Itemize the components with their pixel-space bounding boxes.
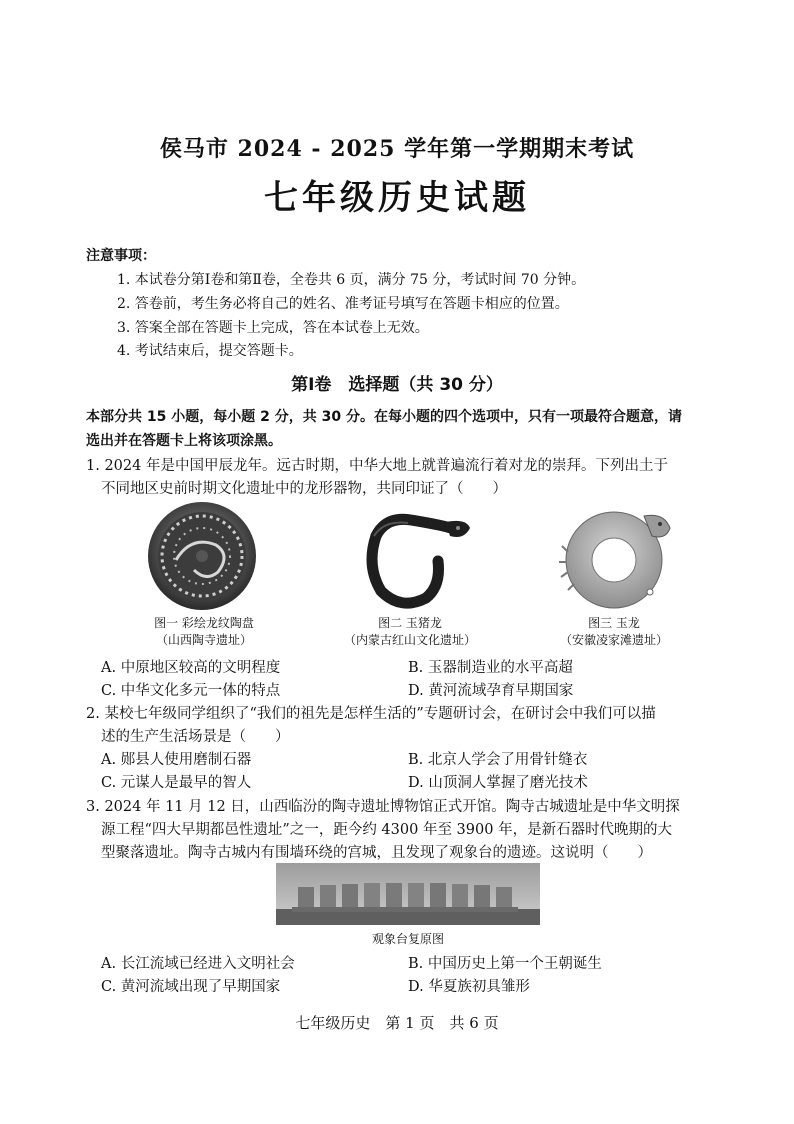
question-1-text: 不同地区史前时期文化遗址中的龙形器物，共同印证了（ ） [101, 481, 507, 497]
jade-pig-dragon-image [346, 506, 476, 614]
option-d: D. 山顶洞人掌握了磨光技术 [408, 775, 588, 791]
notice-item: 1. 本试卷分第Ⅰ卷和第Ⅱ卷，全卷共 6 页，满分 75 分，考试时间 70 分钟。 [117, 272, 586, 288]
question-3-text: 型聚落遗址。陶寺古城内有围墙环绕的宫城，且发现了观象台的遗迹。这说明（ ） [101, 845, 652, 861]
exam-title: 侯马市 2024 - 2025 学年第一学期期末考试 [159, 136, 635, 162]
notice-item: 4. 考试结束后，提交答题卡。 [117, 343, 303, 359]
question-2-text: 2. 某校七年级同学组织了“我们的祖先是怎样生活的”专题研讨会，在研讨会中我们可以描 [86, 706, 656, 722]
painted-pottery-plate-image [146, 500, 258, 612]
notice-item: 3. 答案全部在答题卡上完成，答在本试卷上无效。 [117, 320, 429, 336]
option-c: C. 元谋人是最早的智人 [101, 775, 252, 791]
figure-source: （安徽凌家滩遗址） [559, 633, 668, 647]
option-d: D. 华夏族初具雏形 [408, 979, 530, 995]
figure-caption: 观象台复原图 [371, 932, 444, 946]
jade-dragon-image [554, 502, 678, 614]
figure-source: （山西陶寺遗址） [155, 633, 252, 647]
option-a: A. 长江流域已经进入文明社会 [101, 956, 295, 972]
option-a: A. 郧县人使用磨制石器 [101, 752, 252, 768]
figure-caption: 图二 玉猪龙 [378, 616, 442, 630]
option-a: A. 中原地区较高的文明程度 [101, 660, 281, 676]
option-b: B. 北京人学会了用骨针缝衣 [408, 752, 588, 768]
question-3-text: 源工程“四大早期都邑性遗址”之一，距今约 4300 年至 3900 年，是新石器时代晚期的大 [101, 822, 673, 838]
option-c: C. 中华文化多元一体的特点 [101, 683, 281, 699]
subject-title: 七年级历史试题 [264, 178, 530, 218]
observatory-image [276, 863, 540, 925]
figure-source: （内蒙古红山文化遗址） [343, 633, 476, 647]
figure-caption: 图一 彩绘龙纹陶盘 [154, 616, 254, 630]
option-b: B. 玉器制造业的水平高超 [408, 660, 573, 676]
question-2-text: 述的生产生活场景是（ ） [101, 729, 290, 745]
question-1-text: 1. 2024 年是中国甲辰龙年。远古时期，中华大地上就普遍流行着对龙的崇拜。下列出土于 [86, 458, 668, 474]
figure-caption: 图三 玉龙 [588, 616, 640, 630]
section-title: 第Ⅰ卷 选择题（共 30 分） [291, 375, 503, 395]
option-c: C. 黄河流域出现了早期国家 [101, 979, 281, 995]
section-intro: 选出并在答题卡上将该项涂黑。 [86, 433, 282, 449]
option-b: B. 中国历史上第一个王朝诞生 [408, 956, 602, 972]
option-d: D. 黄河流域孕育早期国家 [408, 683, 574, 699]
notice-item: 2. 答卷前，考生务必将自己的姓名、准考证号填写在答题卡相应的位置。 [117, 296, 569, 312]
page-footer: 七年级历史 第 1 页 共 6 页 [295, 1014, 499, 1032]
section-intro: 本部分共 15 小题，每小题 2 分，共 30 分。在每小题的四个选项中，只有一项最符合题意，请 [86, 409, 682, 425]
notice-heading: 注意事项： [86, 248, 156, 264]
question-3-text: 3. 2024 年 11 月 12 日，山西临汾的陶寺遗址博物馆正式开馆。陶寺古城遗址是中华文明探 [86, 799, 680, 815]
